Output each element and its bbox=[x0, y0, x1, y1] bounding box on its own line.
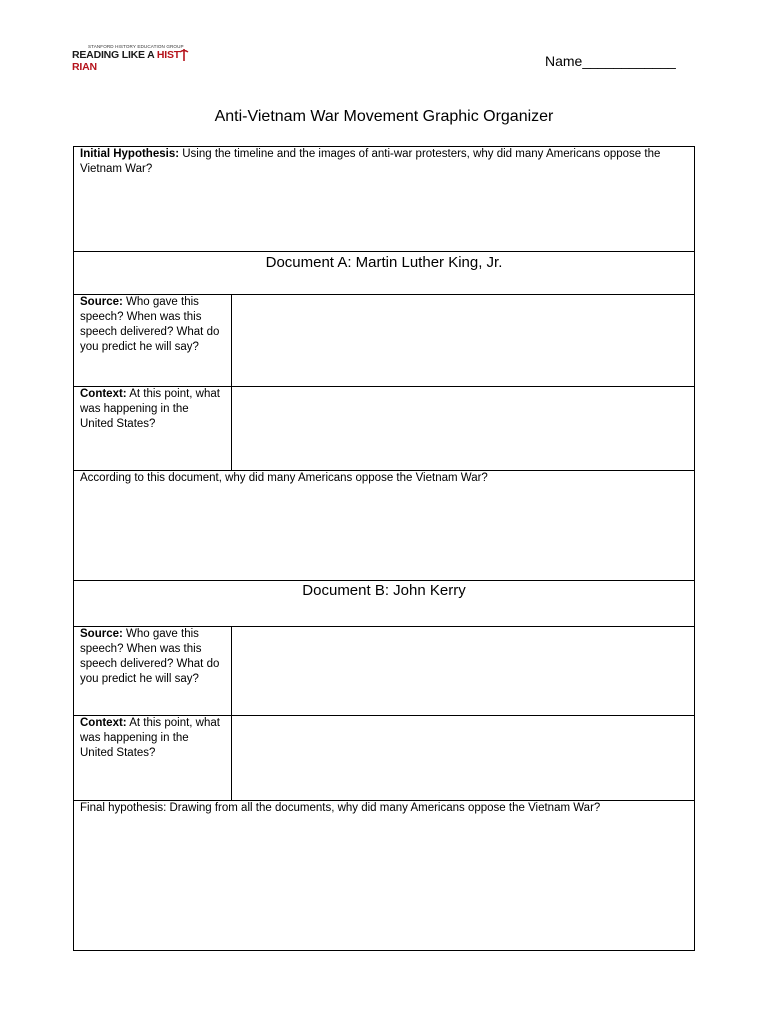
logo-text-black: READING LIKE A bbox=[72, 49, 157, 61]
document-a-context-label: Context: bbox=[80, 388, 127, 400]
document-a-heading: Document A: Martin Luther King, Jr. bbox=[265, 254, 503, 271]
document-a-question-row[interactable] bbox=[74, 470, 694, 580]
logo bbox=[72, 44, 202, 73]
document-a-heading-row bbox=[74, 251, 694, 294]
document-b-context-text: At this point, what was happening in the United States? bbox=[80, 717, 220, 759]
document-b-source-text: Who gave this speech? When was this speech delivered? What do you predict he will say? bbox=[80, 628, 220, 685]
document-a-context-text: At this point, what was happening in the United States? bbox=[80, 388, 220, 430]
document-b-heading-row bbox=[74, 580, 694, 626]
document-b-heading: Document B: John Kerry bbox=[302, 582, 466, 599]
final-hypothesis-prompt: Final hypothesis: Drawing from all the documents, why did many Americans oppose the Vietnam War? bbox=[80, 802, 601, 814]
document-a-source-row bbox=[74, 294, 694, 386]
logo-top-text: STANFORD HISTORY EDUCATION GROUP bbox=[88, 44, 184, 49]
initial-hypothesis-label: Initial Hypothesis: bbox=[80, 148, 180, 160]
document-a-source-answer[interactable] bbox=[232, 295, 694, 386]
initial-hypothesis-prompt bbox=[74, 147, 694, 177]
logo-main-text bbox=[72, 49, 202, 73]
logo-text-red-1: HIST bbox=[156, 49, 181, 61]
document-a-context-prompt bbox=[74, 387, 232, 470]
initial-hypothesis-text: Using the timeline and the images of anti-war protesters, why did many Americans oppose the Vietnam War? bbox=[80, 148, 661, 175]
document-a-context-row bbox=[74, 386, 694, 470]
document-a-source-label: Source: bbox=[80, 296, 123, 308]
document-b-source-row bbox=[74, 626, 694, 715]
organizer-table bbox=[73, 146, 695, 951]
name-field[interactable]: Name____________ bbox=[545, 53, 676, 69]
document-b-context-answer[interactable] bbox=[232, 716, 694, 800]
initial-hypothesis-row[interactable] bbox=[74, 147, 694, 251]
document-b-source-answer[interactable] bbox=[232, 627, 694, 715]
document-b-context-label: Context: bbox=[80, 717, 127, 729]
logo-text-red-2: RIAN bbox=[72, 61, 97, 73]
document-a-source-text: Who gave this speech? When was this speech delivered? What do you predict he will say? bbox=[80, 296, 220, 353]
document-b-source-label: Source: bbox=[80, 628, 123, 640]
logo-o-mark-icon bbox=[180, 49, 188, 61]
document-a-question: According to this document, why did many Americans oppose the Vietnam War? bbox=[80, 472, 488, 484]
page-title: Anti-Vietnam War Movement Graphic Organizer bbox=[214, 108, 554, 125]
document-b-source-prompt bbox=[74, 627, 232, 715]
document-b-context-row bbox=[74, 715, 694, 800]
document-a-source-prompt bbox=[74, 295, 232, 386]
document-a-context-answer[interactable] bbox=[232, 387, 694, 470]
final-hypothesis-row[interactable] bbox=[74, 800, 694, 950]
document-b-context-prompt bbox=[74, 716, 232, 800]
